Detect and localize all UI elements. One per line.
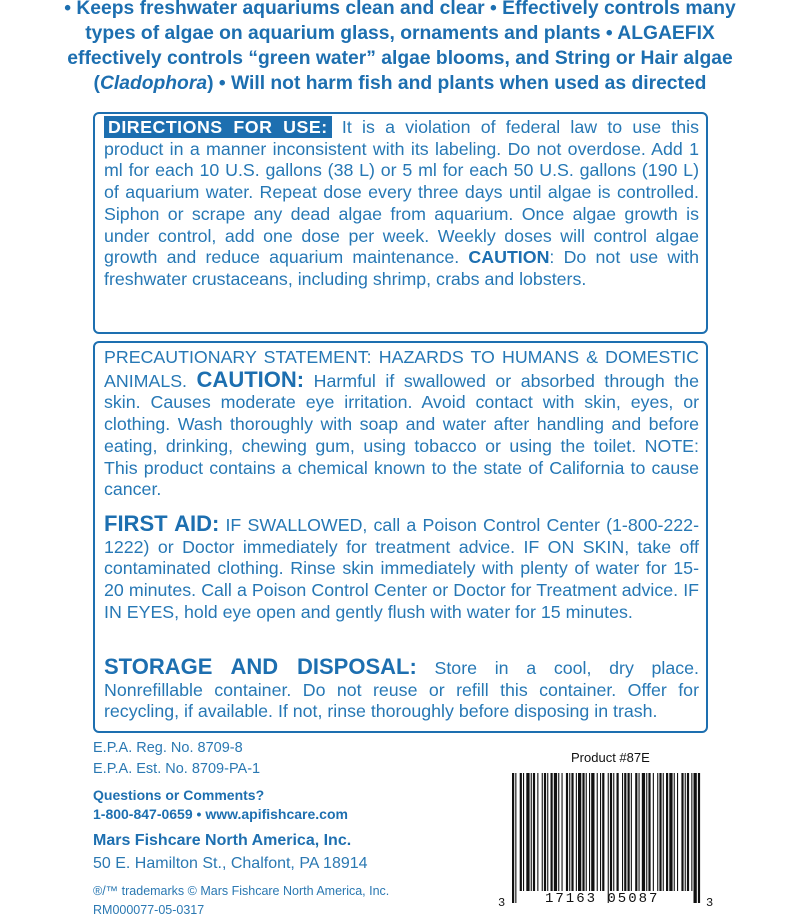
precaution-paragraph <box>104 347 699 501</box>
first-aid-paragraph <box>104 513 699 624</box>
questions-heading: Questions or Comments? <box>93 787 265 803</box>
contact-info: 1-800-847-0659 • www.apifishcare.com <box>93 806 348 822</box>
storage-text: Store in a cool, dry place. Nonrefillable container. Do not reuse or refill this container. Offer for recycling, if available. If not, rinse thoroughly before disposing in trash. <box>104 658 699 722</box>
first-aid-label: FIRST AID: <box>104 511 220 536</box>
product-number: Product #87E <box>571 750 650 765</box>
upc-barcode <box>510 773 702 903</box>
epa-reg-number: E.P.A. Reg. No. 8709-8 <box>93 740 243 756</box>
label-code: RM000077-05-0317 <box>93 903 205 917</box>
benefits-line-4 <box>0 71 800 96</box>
epa-est-number: E.P.A. Est. No. 8709-PA-1 <box>93 761 261 777</box>
company-name: Mars Fishcare North America, Inc. <box>93 832 352 849</box>
directions-body: It is a violation of federal law to use this product in a manner inconsistent with its labeling. Do not overdose. Add 1 ml for each 10 U.S. gallons (38 L) or 5 ml for each 50 U.S. gallons (190 L) of aquarium water. Repeat dose every three days until algae is controlled. Siphon or scrape any dead algae from aquarium. Once algae growth is under control, add one dose per week. Weekly doses will control algae growth and reduce aquarium maintenance. <box>104 117 699 268</box>
precaution-intro: PRECAUTIONARY STATEMENT: HAZARDS TO HUMANS & DOMESTIC ANIMALS. <box>104 347 699 391</box>
precaution-caution-label: CAUTION: <box>196 366 305 392</box>
cladophora-italic: Cladophora <box>99 73 208 94</box>
directions-heading: DIRECTIONS FOR USE: <box>104 116 332 138</box>
directions-box <box>93 112 708 334</box>
storage-paragraph <box>104 656 699 723</box>
barcode-digits: 17163 05087 <box>545 891 660 907</box>
directions-caution-label: CAUTION <box>468 247 550 268</box>
directions-caution-text: : Do not use with freshwater crustaceans, including shrimp, crabs and lobsters. <box>104 247 699 289</box>
benefits-line-4-rest: ) • Will not harm fish and plants when used as directed <box>207 73 707 94</box>
benefits-line-2: types of algae on aquarium glass, ornaments and plants • ALGAEFIX <box>85 23 715 44</box>
product-benefits <box>0 0 800 102</box>
company-address: 50 E. Hamilton St., Chalfont, PA 18914 <box>93 855 368 872</box>
barcode-right-digit: 3 <box>706 896 714 910</box>
benefits-line-1: • Keeps freshwater aquariums clean and clear • Effectively controls many <box>64 0 736 19</box>
storage-label: STORAGE AND DISPOSAL: <box>104 654 417 679</box>
paren-open: ( <box>93 73 100 94</box>
directions-paragraph <box>104 117 699 291</box>
barcode-left-digit: 3 <box>498 896 506 910</box>
precaution-caution-text: Harmful if swallowed or absorbed through the skin. Causes moderate eye irritation. Avoid contact with skin, eyes, or clothing. Wash thoroughly with soap and water after handling and before eating, drinking, chewing gum, using tobacco or using the toilet. NOTE: This product contains a chemical known to the state of California to cause cancer. <box>104 370 699 500</box>
trademark-notice: ®/™ trademarks © Mars Fishcare North America, Inc. <box>93 884 390 898</box>
precaution-box <box>93 341 708 733</box>
benefits-line-3: effectively controls “green water” algae blooms, and String or Hair algae <box>67 48 733 69</box>
first-aid-text: IF SWALLOWED, call a Poison Control Center (1-800-222-1222) or Doctor immediately for treatment advice. IF ON SKIN, take off contaminated clothing. Rinse skin immediately with plenty of water for 15-20 minutes. Call a Poison Control Center or Doctor for Treatment advice. IF IN EYES, hold eye open and gently flush with water for 15 minutes. <box>104 515 699 622</box>
